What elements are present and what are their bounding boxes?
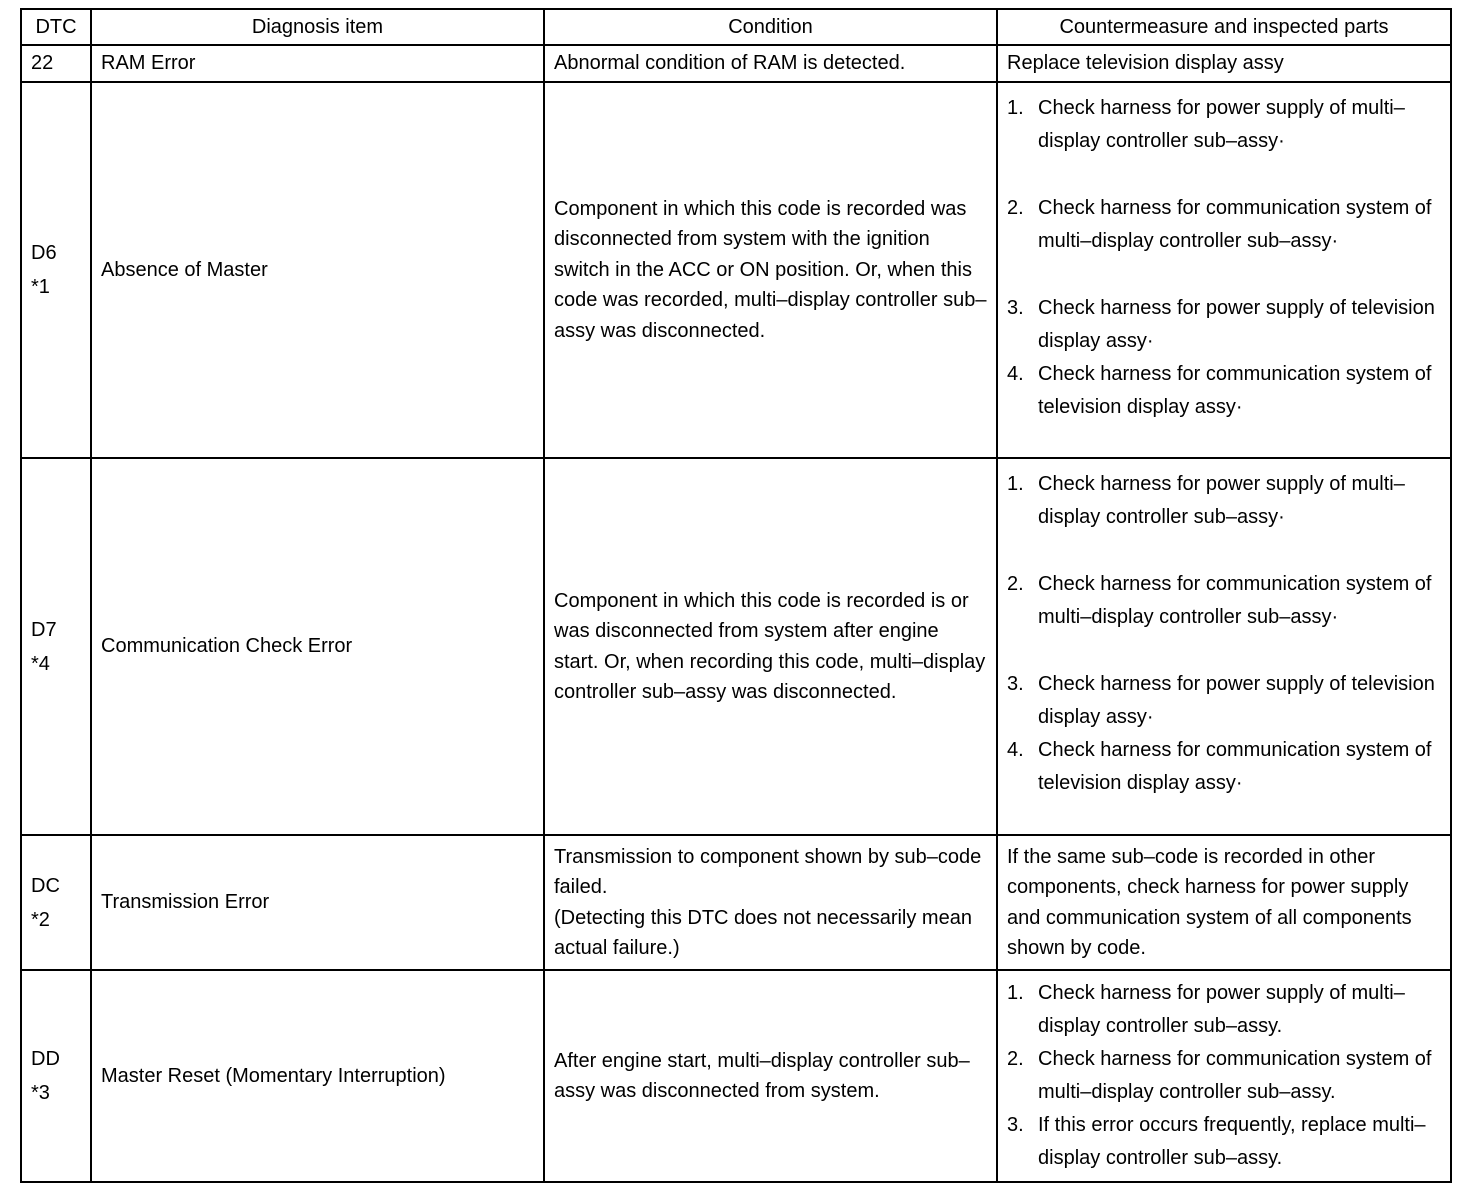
dtc-code-cell <box>21 970 91 1182</box>
list-item: 4. Check harness for communication system of television display assy· <box>1007 739 1432 794</box>
condition-line: (Detecting this DTC does not necessarily mean actual failure.) <box>554 906 972 959</box>
header-countermeasure: Countermeasure and inspected parts <box>997 9 1451 45</box>
dtc-table <box>20 8 1452 1183</box>
dtc-note: *3 <box>31 1082 50 1104</box>
diagnosis-item-cell: Master Reset (Momentary Interruption) <box>91 970 544 1182</box>
table-row <box>21 82 1451 458</box>
dtc-code: D7 <box>31 618 57 641</box>
countermeasure-cell <box>997 82 1451 458</box>
condition-cell: After engine start, multi–display controller sub–assy was disconnected from system. <box>544 970 997 1182</box>
table-row <box>21 45 1451 82</box>
header-condition: Condition <box>544 9 997 45</box>
list-item: 2. Check harness for communication system of multi–display controller sub–assy· <box>1007 197 1432 252</box>
dtc-code: 22 <box>31 52 54 75</box>
condition-cell <box>544 835 997 970</box>
list-item: 1. Check harness for power supply of multi–display controller sub–assy· <box>1007 473 1405 528</box>
list-item: 2. Check harness for communication system of multi–display controller sub–assy. <box>1007 1048 1432 1103</box>
countermeasure-cell <box>997 970 1451 1182</box>
dtc-code: D6 <box>31 242 57 264</box>
condition-cell: Component in which this code is recorded was disconnected from system with the ignition switch in the ACC or ON position. Or, when this code was recorded, multi–display controller sub–assy was disconnected. <box>544 82 997 458</box>
list-item: 3. Check harness for power supply of television display assy· <box>1007 673 1435 728</box>
diagnosis-item-cell: Transmission Error <box>91 835 544 970</box>
dtc-note: *4 <box>31 652 50 675</box>
list-item: 3. If this error occurs frequently, replace multi–display controller sub–assy. <box>1007 1114 1426 1169</box>
dtc-code: DD <box>31 1048 60 1070</box>
steps-list <box>1007 92 1441 424</box>
countermeasure-cell <box>997 458 1451 835</box>
diagnosis-item-cell: Communication Check Error <box>91 458 544 835</box>
steps-list <box>1007 468 1441 800</box>
diagnosis-item-cell: RAM Error <box>91 45 544 82</box>
dtc-code: DC <box>31 874 60 897</box>
header-dtc: DTC <box>21 9 91 45</box>
countermeasure-cell: Replace television display assy <box>997 45 1451 82</box>
dtc-note: *2 <box>31 908 50 931</box>
header-row <box>21 9 1451 45</box>
list-item: 1. Check harness for power supply of multi–display controller sub–assy. <box>1007 982 1405 1037</box>
dtc-code-cell <box>21 458 91 835</box>
table-row <box>21 970 1451 1182</box>
list-item: 1. Check harness for power supply of multi–display controller sub–assy· <box>1007 97 1405 152</box>
dtc-code-cell <box>21 45 91 82</box>
table-row <box>21 458 1451 835</box>
condition-line: Transmission to component shown by sub–code failed. <box>554 845 982 898</box>
countermeasure-cell: If the same sub–code is recorded in other components, check harness for power supply and communication system of all components shown by code. <box>997 835 1451 970</box>
condition-cell: Abnormal condition of RAM is detected. <box>544 45 997 82</box>
steps-list <box>1007 977 1441 1175</box>
dtc-note: *1 <box>31 276 50 298</box>
dtc-code-cell <box>21 835 91 970</box>
list-item: 3. Check harness for power supply of television display assy· <box>1007 297 1435 352</box>
condition-cell: Component in which this code is recorded is or was disconnected from system after engine start. Or, when recording this code, multi–display controller sub–assy was disconnected. <box>544 458 997 835</box>
diagnosis-item-cell: Absence of Master <box>91 82 544 458</box>
list-item: 4. Check harness for communication system of television display assy· <box>1007 363 1432 418</box>
list-item: 2. Check harness for communication system of multi–display controller sub–assy· <box>1007 573 1432 628</box>
table-row <box>21 835 1451 970</box>
dtc-code-cell <box>21 82 91 458</box>
header-diagnosis-item: Diagnosis item <box>91 9 544 45</box>
